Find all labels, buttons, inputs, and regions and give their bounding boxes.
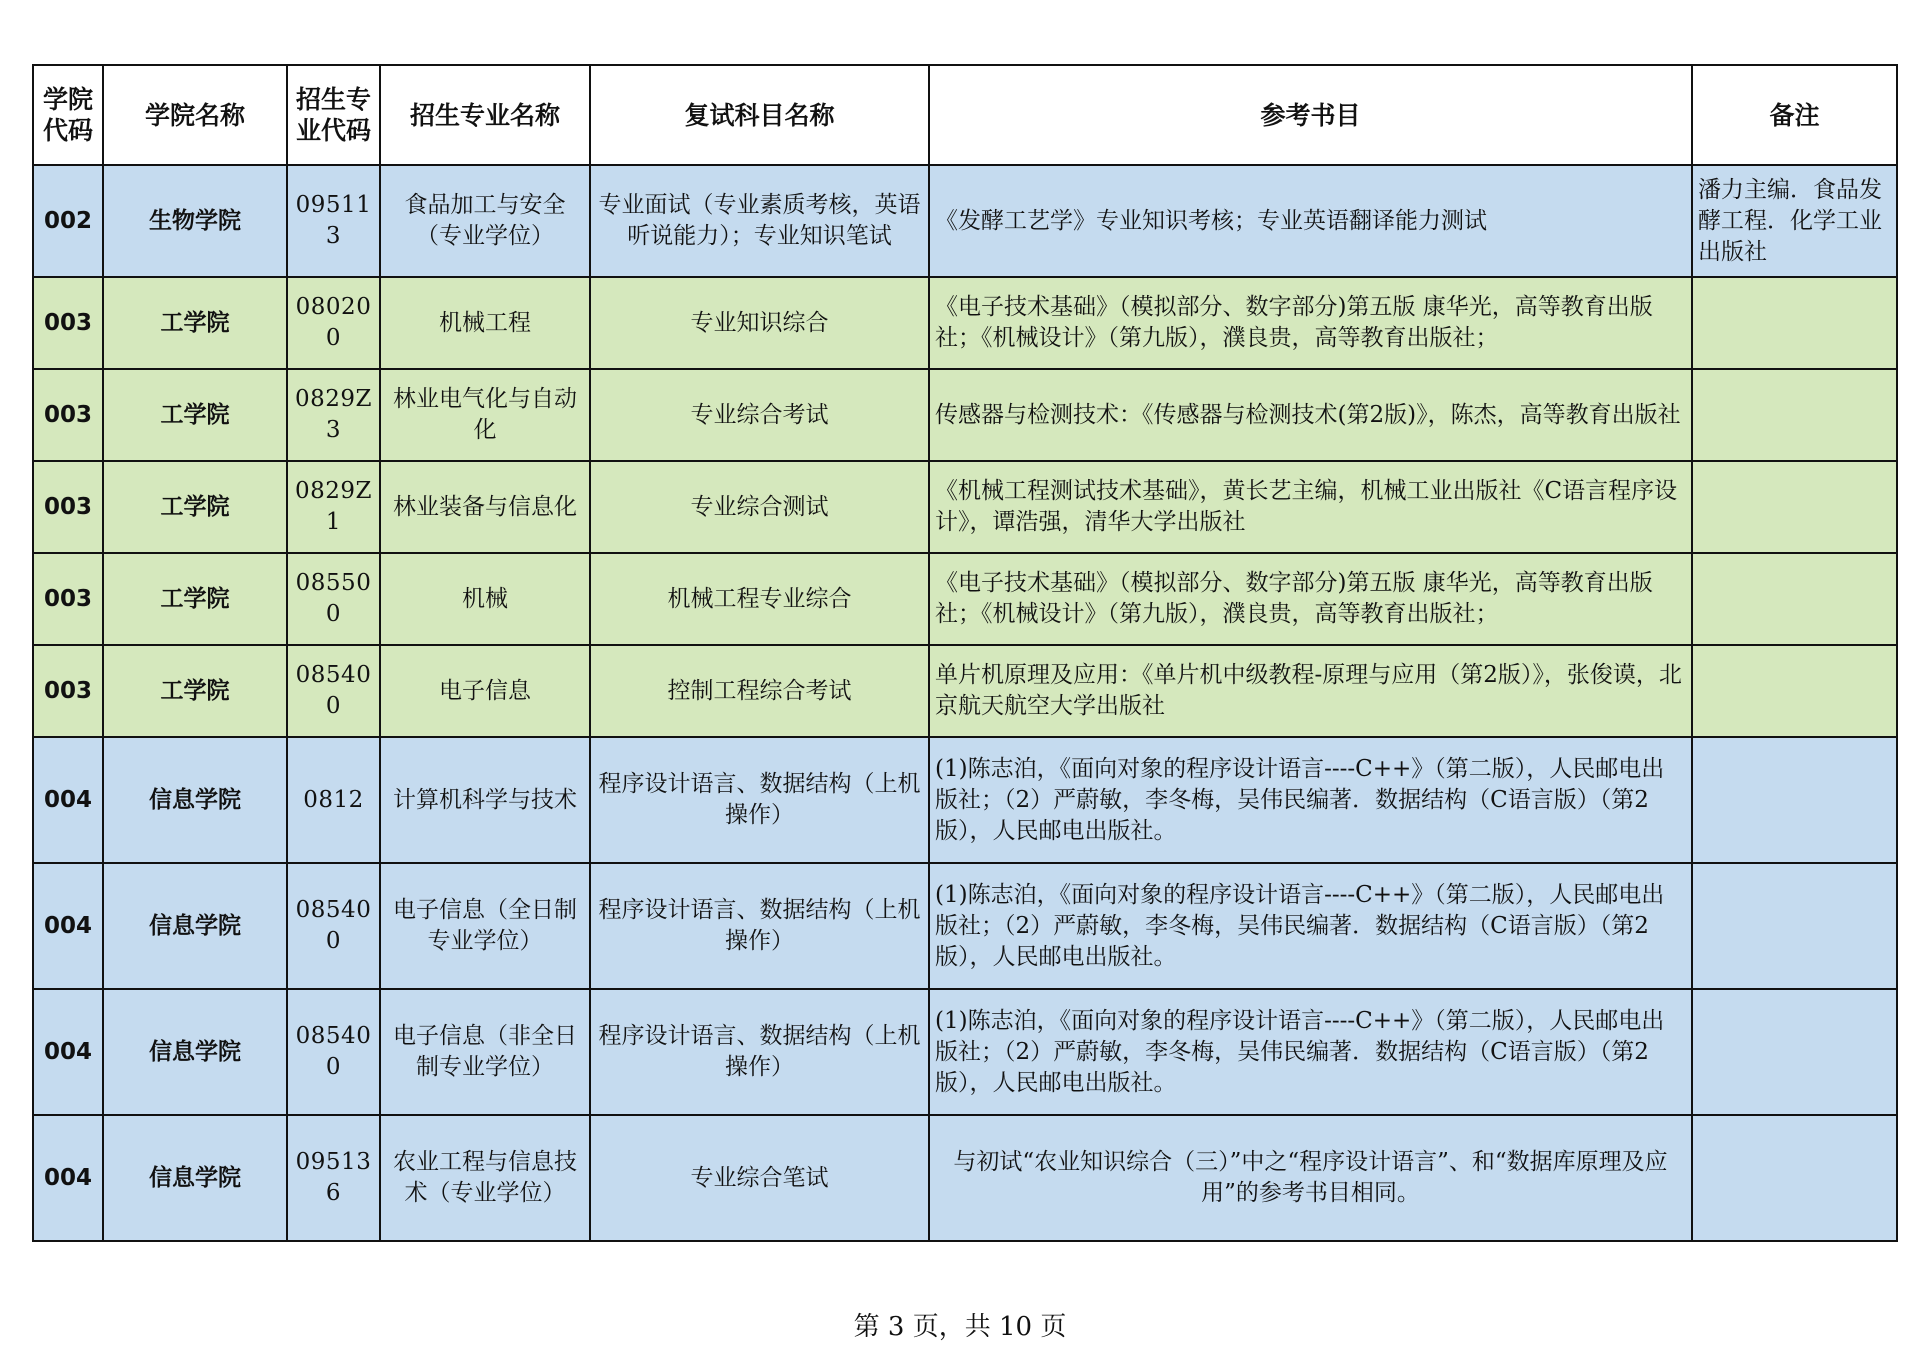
exam-subjects-cell: 专业综合笔试 (590, 1115, 929, 1241)
reference-books-cell: 《电子技术基础》（模拟部分、数字部分)第五版 康华光，高等教育出版社；《机械设计》（第九版），濮良贵，高等教育出版社； (929, 553, 1692, 645)
table-header-row (33, 65, 1897, 165)
college-name-cell: 工学院 (103, 369, 287, 461)
table-row (33, 989, 1897, 1115)
major-name-cell: 电子信息（全日制专业学位） (380, 863, 590, 989)
reference-books-cell: 单片机原理及应用：《单片机中级教程-原理与应用（第2版）》，张俊谟，北京航天航空大学出版社 (929, 645, 1692, 737)
exam-subjects-cell: 专业面试（专业素质考核，英语听说能力）；专业知识笔试 (590, 165, 929, 277)
major-code-cell: 095136 (287, 1115, 380, 1241)
header-major-name: 招生专业名称 (380, 65, 590, 165)
header-college-code: 学院代码 (33, 65, 103, 165)
header-major-code: 招生专业代码 (287, 65, 380, 165)
notes-cell: 潘力主编．食品发酵工程．化学工业出版社 (1692, 165, 1897, 277)
major-code-cell: 0829Z1 (287, 461, 380, 553)
major-name-cell: 计算机科学与技术 (380, 737, 590, 863)
notes-cell (1692, 863, 1897, 989)
college-code-cell: 003 (33, 277, 103, 369)
major-code-cell: 080200 (287, 277, 380, 369)
table-row (33, 737, 1897, 863)
college-code-cell: 004 (33, 737, 103, 863)
college-name-cell: 信息学院 (103, 863, 287, 989)
college-name-cell: 信息学院 (103, 1115, 287, 1241)
table-row (33, 863, 1897, 989)
college-code-cell: 003 (33, 553, 103, 645)
table-row (33, 165, 1897, 277)
major-code-cell: 085400 (287, 989, 380, 1115)
college-code-cell: 003 (33, 461, 103, 553)
exam-subjects-cell: 程序设计语言、数据结构（上机操作） (590, 989, 929, 1115)
major-name-cell: 农业工程与信息技术（专业学位） (380, 1115, 590, 1241)
college-name-cell: 工学院 (103, 553, 287, 645)
reference-books-cell: (1)陈志泊，《面向对象的程序设计语言----C++》（第二版），人民邮电出版社；（2）严蔚敏，李冬梅，吴伟民编著．数据结构（C语言版）（第2版），人民邮电出版社。 (929, 737, 1692, 863)
college-code-cell: 004 (33, 1115, 103, 1241)
reference-books-cell: (1)陈志泊，《面向对象的程序设计语言----C++》（第二版），人民邮电出版社；（2）严蔚敏，李冬梅，吴伟民编著．数据结构（C语言版）（第2版），人民邮电出版社。 (929, 863, 1692, 989)
reference-books-cell: 与初试“农业知识综合（三）”中之“程序设计语言”、和“数据库原理及应用”的参考书目相同。 (929, 1115, 1692, 1241)
header-reference-books: 参考书目 (929, 65, 1692, 165)
major-name-cell: 食品加工与安全（专业学位） (380, 165, 590, 277)
exam-subjects-cell: 控制工程综合考试 (590, 645, 929, 737)
college-code-cell: 004 (33, 863, 103, 989)
major-name-cell: 机械工程 (380, 277, 590, 369)
notes-cell (1692, 369, 1897, 461)
college-code-cell: 002 (33, 165, 103, 277)
reference-books-cell: (1)陈志泊，《面向对象的程序设计语言----C++》（第二版），人民邮电出版社；（2）严蔚敏，李冬梅，吴伟民编著．数据结构（C语言版）（第2版），人民邮电出版社。 (929, 989, 1692, 1115)
admissions-table (32, 64, 1898, 1242)
major-code-cell: 085400 (287, 863, 380, 989)
major-code-cell: 095113 (287, 165, 380, 277)
reference-books-cell: 《机械工程测试技术基础》，黄长艺主编，机械工业出版社《C语言程序设计》，谭浩强，清华大学出版社 (929, 461, 1692, 553)
major-code-cell: 0812 (287, 737, 380, 863)
page-number-footer: 第 3 页，共 10 页 (853, 1312, 1067, 1342)
notes-cell (1692, 1115, 1897, 1241)
table-row (33, 461, 1897, 553)
college-name-cell: 信息学院 (103, 737, 287, 863)
major-name-cell: 电子信息（非全日制专业学位） (380, 989, 590, 1115)
table-row (33, 1115, 1897, 1241)
header-notes: 备注 (1692, 65, 1897, 165)
major-name-cell: 林业装备与信息化 (380, 461, 590, 553)
notes-cell (1692, 737, 1897, 863)
exam-subjects-cell: 机械工程专业综合 (590, 553, 929, 645)
notes-cell (1692, 461, 1897, 553)
exam-subjects-cell: 程序设计语言、数据结构（上机操作） (590, 737, 929, 863)
major-code-cell: 085400 (287, 645, 380, 737)
notes-cell (1692, 989, 1897, 1115)
major-code-cell: 085500 (287, 553, 380, 645)
major-code-cell: 0829Z3 (287, 369, 380, 461)
reference-books-cell: 《电子技术基础》（模拟部分、数字部分)第五版 康华光，高等教育出版社；《机械设计》（第九版），濮良贵，高等教育出版社； (929, 277, 1692, 369)
major-name-cell: 电子信息 (380, 645, 590, 737)
college-code-cell: 003 (33, 645, 103, 737)
table-row (33, 645, 1897, 737)
exam-subjects-cell: 专业知识综合 (590, 277, 929, 369)
header-exam-subjects: 复试科目名称 (590, 65, 929, 165)
table-row (33, 553, 1897, 645)
reference-books-cell: 传感器与检测技术：《传感器与检测技术(第2版)》，陈杰，高等教育出版社 (929, 369, 1692, 461)
college-name-cell: 信息学院 (103, 989, 287, 1115)
college-name-cell: 工学院 (103, 461, 287, 553)
major-name-cell: 林业电气化与自动化 (380, 369, 590, 461)
table-row (33, 369, 1897, 461)
college-name-cell: 生物学院 (103, 165, 287, 277)
header-college-name: 学院名称 (103, 65, 287, 165)
exam-subjects-cell: 程序设计语言、数据结构（上机操作） (590, 863, 929, 989)
reference-books-cell: 《发酵工艺学》专业知识考核；专业英语翻译能力测试 (929, 165, 1692, 277)
exam-subjects-cell: 专业综合测试 (590, 461, 929, 553)
college-name-cell: 工学院 (103, 277, 287, 369)
notes-cell (1692, 645, 1897, 737)
major-name-cell: 机械 (380, 553, 590, 645)
college-code-cell: 004 (33, 989, 103, 1115)
exam-subjects-cell: 专业综合考试 (590, 369, 929, 461)
college-code-cell: 003 (33, 369, 103, 461)
table-row (33, 277, 1897, 369)
notes-cell (1692, 277, 1897, 369)
college-name-cell: 工学院 (103, 645, 287, 737)
notes-cell (1692, 553, 1897, 645)
